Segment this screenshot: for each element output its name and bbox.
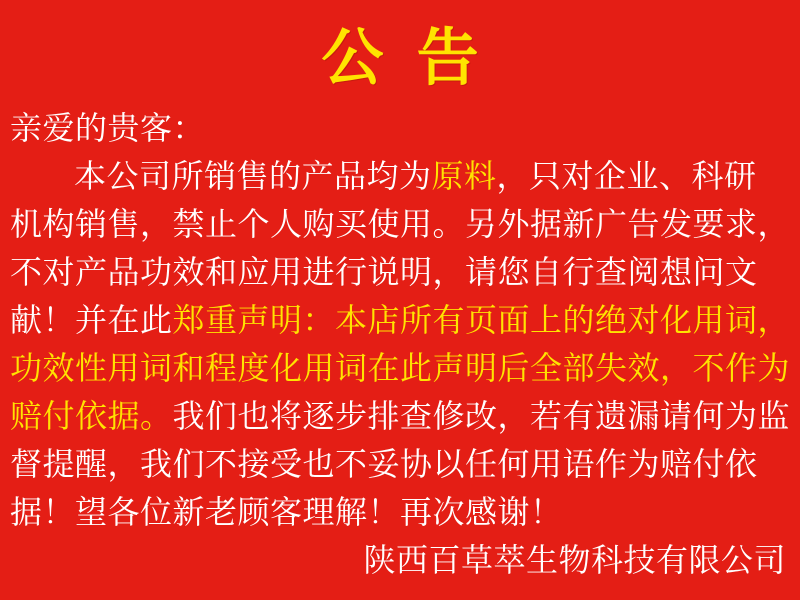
text-segment: 献！并在此 (10, 302, 173, 338)
text-segment-highlight: 原料 (431, 158, 497, 194)
announcement-line (10, 104, 790, 152)
text-segment: 据！望各位新老顾客理解！再次感谢！ (10, 494, 563, 530)
announcement-line (10, 488, 790, 536)
announcement-line (10, 152, 790, 200)
announcement-line (10, 296, 790, 344)
company-signature-line (10, 536, 790, 584)
notice-title: 公 告 (321, 23, 479, 93)
text-segment-highlight: 郑重声明：本店所有页面上的绝对化用词， (172, 302, 791, 338)
text-segment: 亲爱的贵客： (10, 110, 206, 146)
announcement-line (10, 200, 790, 248)
text-segment-highlight: 功效性用词和程度化用词在此声明后全部失效，不作为 (10, 350, 791, 386)
text-segment: 我们也将逐步排查修改，若有遗漏请何为监 (172, 398, 791, 434)
notice-body (0, 104, 800, 584)
text-segment: 机构销售，禁止个人购买使用。另外据新广告发要求， (10, 206, 791, 242)
text-segment-highlight: 赔付依据。 (10, 398, 173, 434)
company-name: 陕西百草萃生物科技有限公司 (363, 542, 786, 578)
announcement-line (10, 440, 790, 488)
announcement-line (10, 344, 790, 392)
text-segment: ，只对企业、科研 (496, 158, 757, 194)
text-segment: 不对产品功效和应用进行说明，请您自行查阅想问文 (10, 254, 758, 290)
announcement-line (10, 392, 790, 440)
announcement-line (10, 248, 790, 296)
text-segment: 本公司所销售的产品均为 (74, 158, 432, 194)
text-segment: 督提醒，我们不接受也不妥协以任何用语作为赔付依 (10, 446, 758, 482)
